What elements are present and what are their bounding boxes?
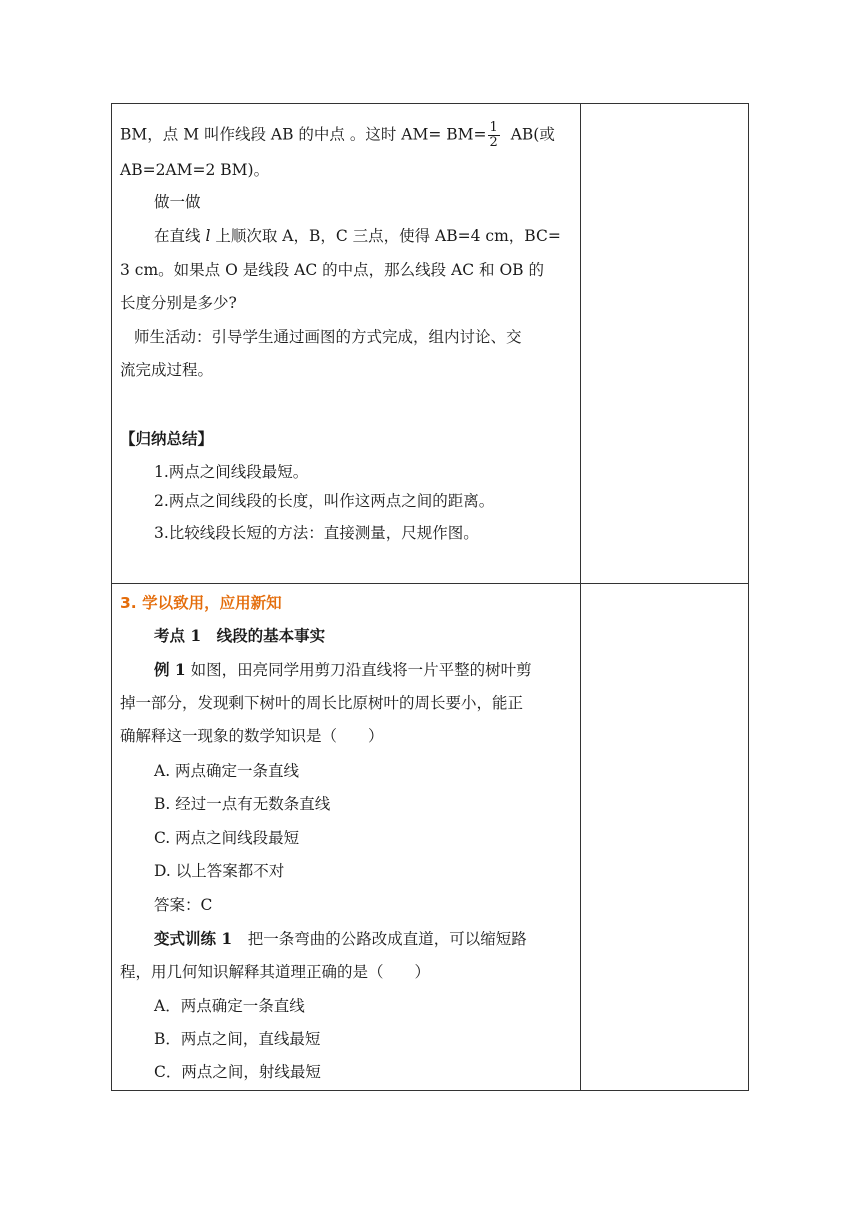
table-row [112, 104, 749, 584]
text-run: BM，点 M 叫作线段 AB 的中点 。这时 AM= BM= [120, 125, 487, 144]
text-run: 如图，田亮同学用剪刀沿直线将一片平整的树叶剪 [185, 661, 532, 679]
answer-line: 答案：C [154, 896, 213, 914]
text-run: 把一条弯曲的公路改成直道，可以缩短路 [232, 930, 527, 948]
text-line: 掉一部分，发现剩下树叶的周长比原树叶的周长要小，能正 [120, 694, 524, 712]
example-label: 例 1 [154, 660, 186, 679]
text-line: 3 cm。如果点 O 是线段 AC 的中点，那么线段 AC 和 OB 的 [120, 261, 544, 279]
text-line: 程，用几何知识解释其道理正确的是（ ） [120, 963, 431, 981]
option-item: B．两点之间，直线最短 [154, 1030, 321, 1048]
fraction-denominator: 2 [489, 135, 498, 150]
summary-title: 【归纳总结】 [120, 429, 214, 448]
text-line [154, 226, 561, 246]
text-run: AB(或 [505, 125, 555, 144]
summary-item: 3.比较线段长短的方法：直接测量，尺规作图。 [154, 524, 479, 542]
fraction-numerator: 1 [489, 120, 498, 135]
text-line [120, 121, 555, 150]
try-heading: 做一做 [154, 193, 201, 211]
notes-cell [580, 104, 748, 584]
content-cell [112, 104, 581, 584]
text-run: 上顺次取 A，B，C 三点，使得 AB=4 cm，BC= [210, 227, 561, 245]
option-item: B. 经过一点有无数条直线 [154, 795, 331, 813]
option-item: A. 两点确定一条直线 [154, 762, 300, 780]
section-heading: 3. 学以致用，应用新知 [120, 594, 282, 612]
text-run: 在直线 [154, 227, 206, 245]
text-line: 长度分别是多少? [120, 294, 237, 312]
summary-item: 2.两点之间线段的长度，叫作这两点之间的距离。 [154, 492, 495, 510]
option-item: C．两点之间，射线最短 [154, 1063, 321, 1081]
variant-label: 变式训练 1 [154, 929, 233, 948]
text-line: AB=2AM=2 BM)。 [120, 161, 270, 179]
summary-item: 1.两点之间线段最短。 [154, 463, 309, 481]
lesson-table [111, 103, 749, 1091]
kaodian-heading: 考点 1 线段的基本事实 [154, 626, 326, 645]
variable: l [205, 227, 211, 245]
text-line: 流完成过程。 [120, 361, 214, 379]
option-item: A．两点确定一条直线 [154, 997, 305, 1015]
text-line [154, 660, 532, 680]
text-line [154, 929, 527, 949]
table-row [112, 584, 749, 1091]
content-cell [112, 584, 581, 1091]
fraction [488, 121, 500, 150]
option-item: D. 以上答案都不对 [154, 862, 285, 880]
text-line: 确解释这一现象的数学知识是（ ） [120, 727, 384, 745]
text-line: 师生活动：引导学生通过画图的方式完成，组内讨论、交 [134, 328, 522, 346]
notes-cell [580, 584, 748, 1091]
option-item: C. 两点之间线段最短 [154, 829, 300, 847]
